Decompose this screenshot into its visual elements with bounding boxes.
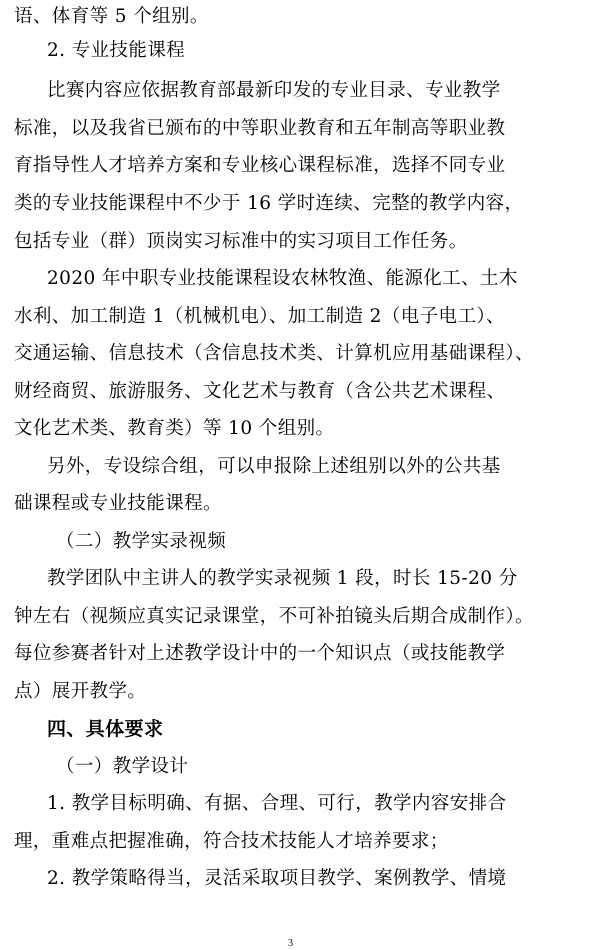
text-line: 2. 教学策略得当，灵活采取项目教学、案例教学、情境 (47, 868, 507, 889)
text-line: 包括专业（群）顶岗实习标准中的实习项目工作任务。 (14, 231, 468, 252)
page-number: 3 (288, 938, 293, 949)
text-line: 交通运输、信息技术（含信息技术类、计算机应用基础课程）、 (14, 343, 534, 364)
text-line: 础课程或专业技能课程。 (14, 493, 222, 514)
subheading-teaching-design: （一）教学设计 (56, 756, 189, 777)
text-line: 类的专业技能课程中不少于 16 学时连续、完整的教学内容， (14, 193, 524, 214)
subheading-professional-skills: 2. 专业技能课程 (47, 40, 186, 61)
text-line: 2020 年中职专业技能课程设农林牧渔、能源化工、土木 (47, 268, 518, 289)
text-line: 标准，以及我省已颁布的中等职业教育和五年制高等职业教 (14, 118, 506, 139)
text-line: 每位参赛者针对上述教学设计中的一个知识点（或技能教学 (14, 643, 506, 664)
text-line: 语、体育等 5 个组别。 (14, 6, 209, 27)
section-heading-specific-requirements: 四、具体要求 (47, 718, 164, 740)
text-line: 点）展开教学。 (14, 681, 147, 702)
text-line: 理，重难点把握准确，符合技术技能人才培养要求； (14, 831, 449, 852)
text-line: 水利、加工制造 1（机械机电）、加工制造 2（电子电工）、 (14, 306, 505, 327)
text-line: 比赛内容应依据教育部最新印发的专业目录、专业教学 (47, 80, 501, 101)
text-line: 另外，专设综合组，可以申报除上述组别以外的公共基 (47, 456, 501, 477)
subheading-teaching-video: （二）教学实录视频 (56, 531, 227, 552)
text-line: 文化艺术类、教育类）等 10 个组别。 (14, 418, 335, 439)
text-line: 财经商贸、旅游服务、文化艺术与教育（含公共艺术课程、 (14, 381, 506, 402)
text-line: 育指导性人才培养方案和专业核心课程标准，选择不同专业 (14, 155, 506, 176)
text-line: 钟左右（视频应真实记录课堂，不可补拍镜头后期合成制作）。 (14, 606, 534, 627)
text-line: 教学团队中主讲人的教学实录视频 1 段，时长 15-20 分 (47, 568, 518, 589)
text-line: 1. 教学目标明确、有据、合理、可行，教学内容安排合 (47, 793, 507, 814)
